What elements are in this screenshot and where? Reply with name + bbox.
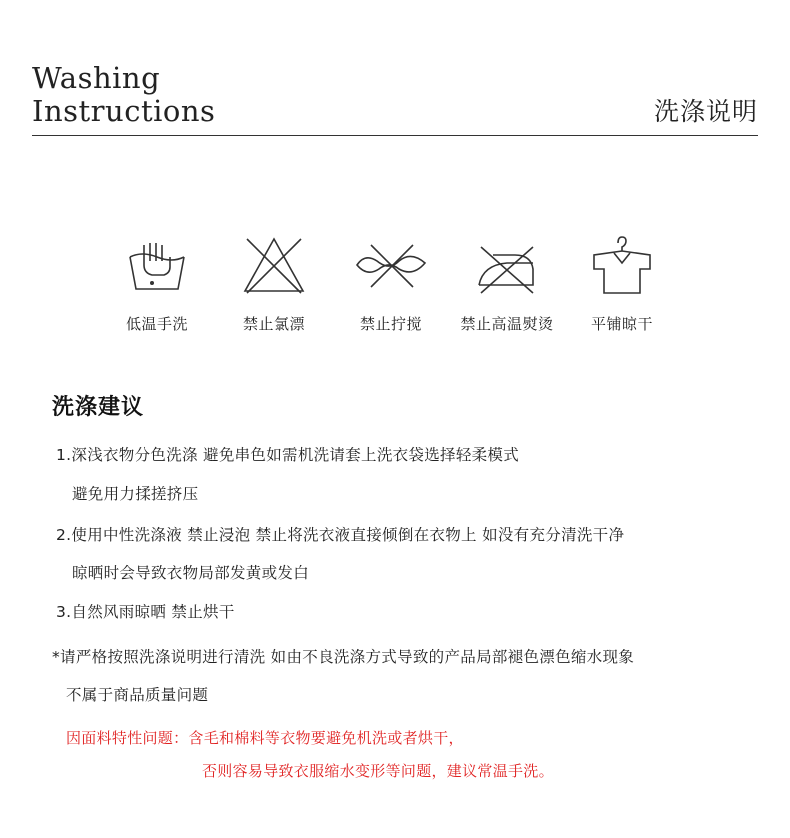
title-english-line1: Washing (32, 61, 161, 95)
care-icons-row (0, 235, 790, 345)
no-wring-icon (351, 235, 431, 295)
note-line-2: 不属于商品质量问题 (66, 686, 209, 704)
advice-item-3-line-1: 3.自然风雨晾晒 禁止烘干 (56, 603, 235, 621)
no-bleach-icon (239, 235, 309, 295)
title-english-line2: Instructions (32, 94, 216, 128)
dry-flat-icon (584, 235, 660, 295)
icon-item-no-wring (331, 235, 451, 334)
advice-item-1-line-2: 避免用力揉搓挤压 (72, 485, 199, 503)
warning-line-1: 因面料特性问题：含毛和棉料等衣物要避免机洗或者烘干， (66, 729, 464, 747)
no-high-temp-iron-icon (467, 235, 547, 295)
icon-label: 禁止拧搅 (359, 315, 422, 333)
title-english (32, 62, 215, 128)
icon-label: 低温手洗 (125, 315, 188, 333)
title-chinese: 洗涤说明 (653, 97, 758, 126)
icon-item-no-iron (447, 235, 567, 334)
warning-line-2: 否则容易导致衣服缩水变形等问题，建议常温手洗。 (202, 762, 554, 780)
advice-item-2-line-1: 2.使用中性洗涤液 禁止浸泡 禁止将洗衣液直接倾倒在衣物上 如没有充分清洗干净 (56, 526, 625, 544)
note-line-1: *请严格按照洗涤说明进行清洗 如由不良洗涤方式导致的产品局部褪色漂色缩水现象 (52, 648, 635, 666)
hand-wash-low-temp-icon (122, 235, 192, 295)
header-divider (32, 135, 758, 136)
icon-label: 禁止氯漂 (242, 315, 305, 333)
icon-label: 平铺晾干 (590, 315, 653, 333)
icon-item-no-bleach (214, 235, 334, 334)
advice-item-2-line-2: 晾晒时会导致衣物局部发黄或发白 (72, 564, 310, 582)
icon-item-dry-flat (562, 235, 682, 334)
section-title-washing-advice: 洗涤建议 (52, 395, 145, 420)
icon-item-hand-wash (97, 235, 217, 334)
icon-label: 禁止高温熨烫 (460, 315, 554, 333)
advice-item-1-line-1: 1.深浅衣物分色洗涤 避免串色如需机洗请套上洗衣袋选择轻柔模式 (56, 446, 520, 464)
